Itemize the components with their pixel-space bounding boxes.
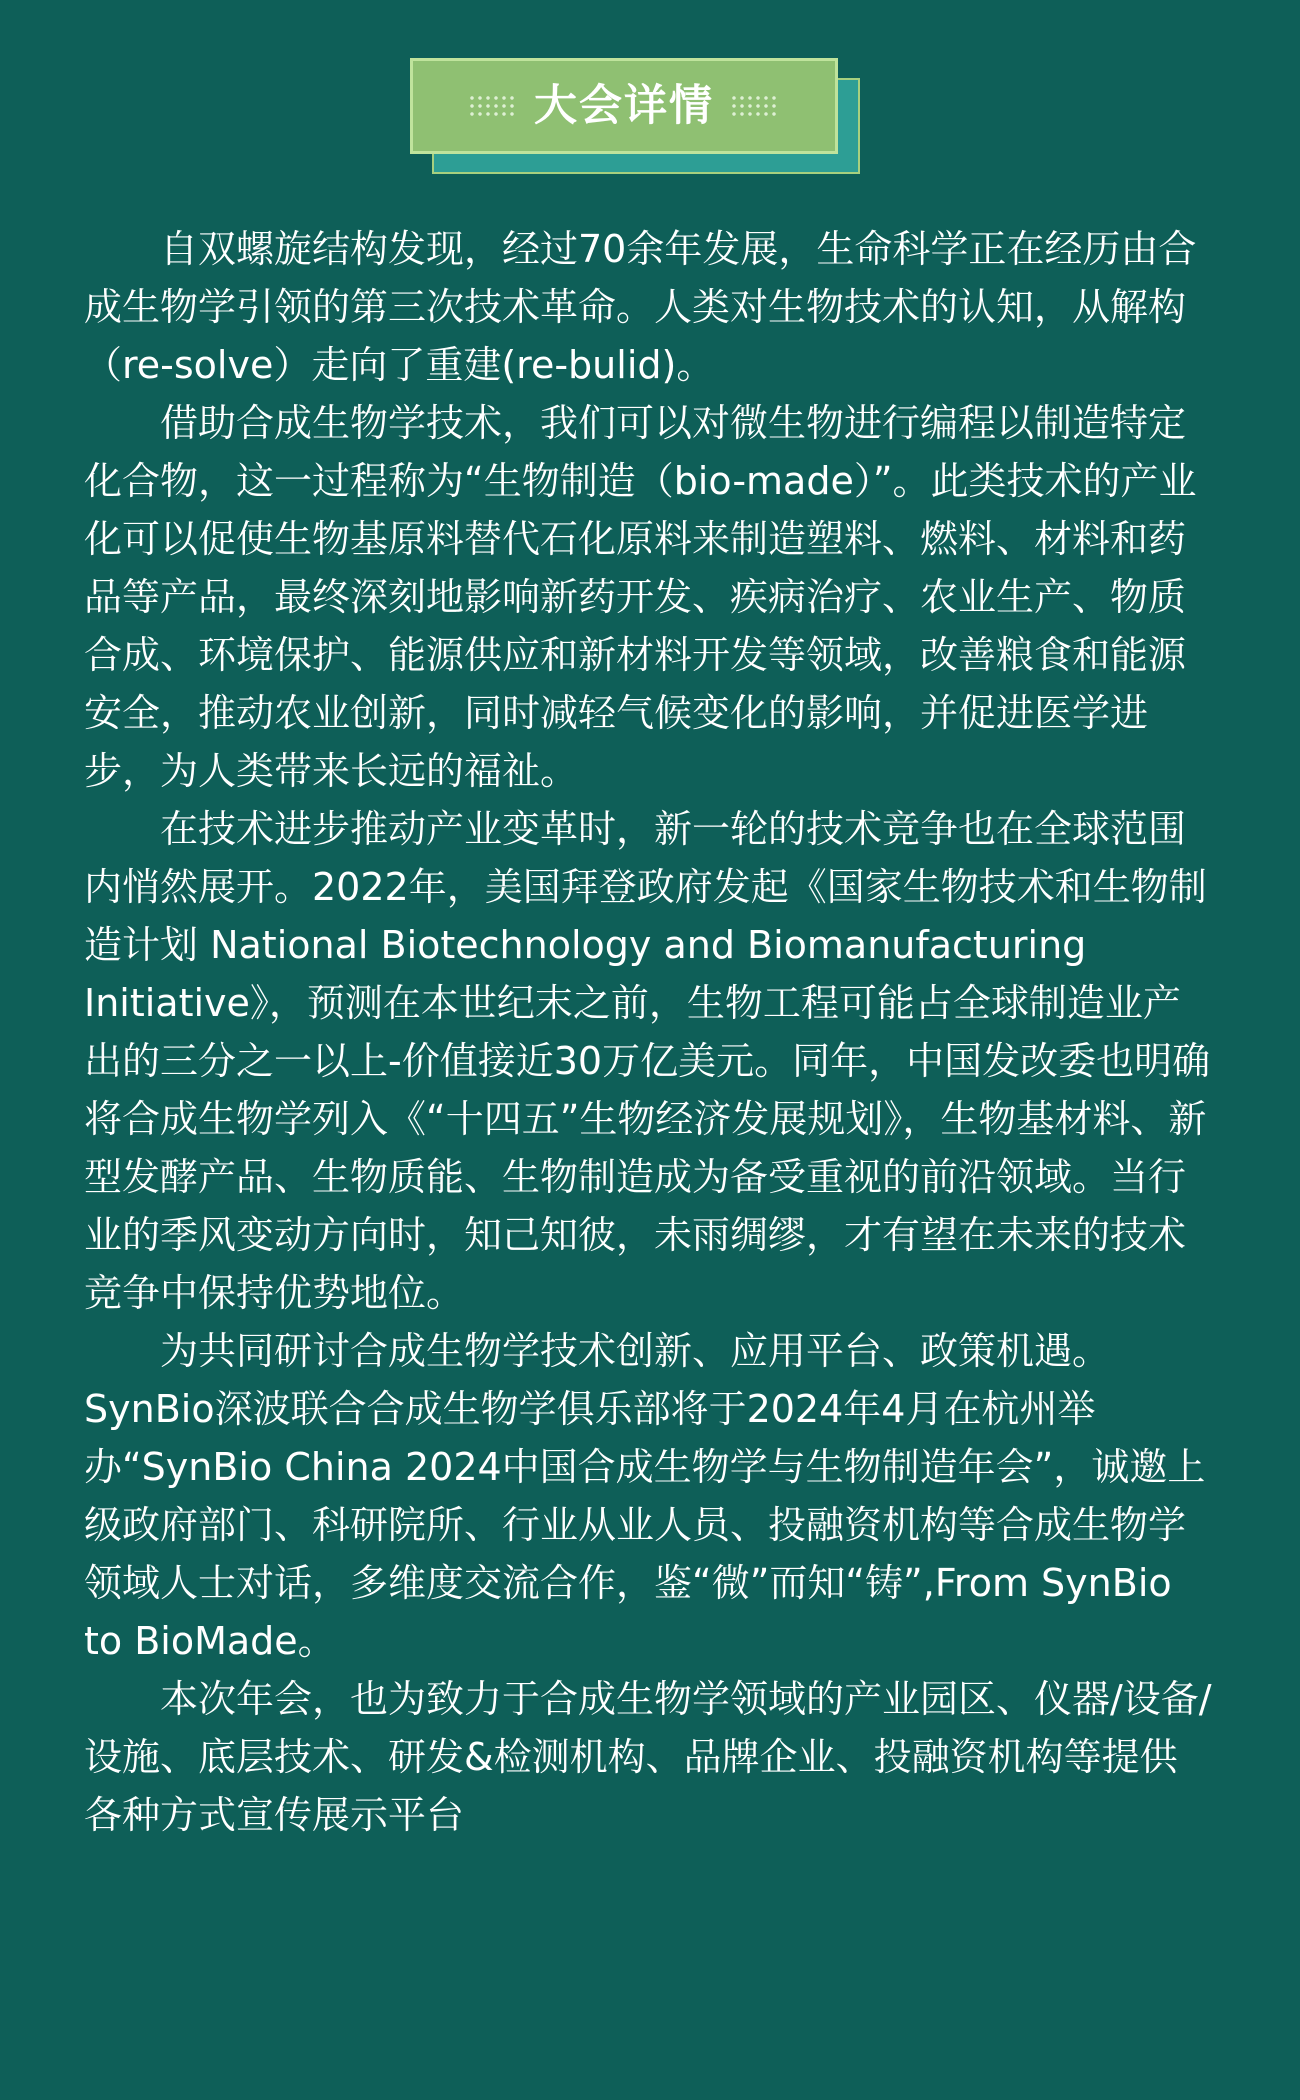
left-dotted-decoration <box>468 94 518 118</box>
section-title-badge <box>410 58 860 174</box>
right-dotted-decoration <box>730 94 780 118</box>
article-body <box>84 220 1214 1844</box>
paragraph-2: 借助合成生物学技术，我们可以对微生物进行编程以制造特定化合物，这一过程称为“生物制造（bio-made）”。此类技术的产业化可以促使生物基原料替代石化原料来制造塑料、燃料、材料和药品等产品，最终深刻地影响新药开发、疾病治疗、农业生产、物质合成、环境保护、能源供应和新材料开发等领域，改善粮食和能源安全，推动农业创新，同时减轻气候变化的影响，并促进医学进步，为人类带来长远的福祉。 <box>84 401 1197 793</box>
page-title: 大会详情 <box>534 80 714 131</box>
paragraph-3: 在技术进步推动产业变革时，新一轮的技术竞争也在全球范围内悄然展开。2022年，美国拜登政府发起《国家生物技术和生物制造计划 National Biotechnology and Biomanufacturing Initiative》，预测在本世纪末之前，生物工程可能占全球制造业产出的三分之一以上-价值接近30万亿美元。同年，中国发改委也明确将合成生物学列入《“十四五”生物经济发展规划》，生物基材料、新型发酵产品、生物质能、生物制造成为备受重视的前沿领域。当行业的季风变动方向时，知己知彼，未雨绸缪，才有望在未来的技术竞争中保持优势地位。 <box>84 807 1211 1315</box>
paragraph-1: 自双螺旋结构发现，经过70余年发展，生命科学正在经历由合成生物学引领的第三次技术革命。人类对生物技术的认知，从解构（re-solve）走向了重建(re-bulid)。 <box>84 227 1197 387</box>
paragraph-4: 为共同研讨合成生物学技术创新、应用平台、政策机遇。SynBio深波联合合成生物学俱乐部将于2024年4月在杭州举办“SynBio China 2024中国合成生物学与生物制造年会”，诚邀上级政府部门、科研院所、行业从业人员、投融资机构等合成生物学领域人士对话，多维度交流合作，鉴“微”而知“铸”,From SynBio to BioMade。 <box>84 1329 1206 1663</box>
badge-panel <box>410 58 838 154</box>
paragraph-5: 本次年会，也为致力于合成生物学领域的产业园区、仪器/设备/设施、底层技术、研发&检测机构、品牌企业、投融资机构等提供各种方式宣传展示平台 <box>84 1677 1212 1837</box>
